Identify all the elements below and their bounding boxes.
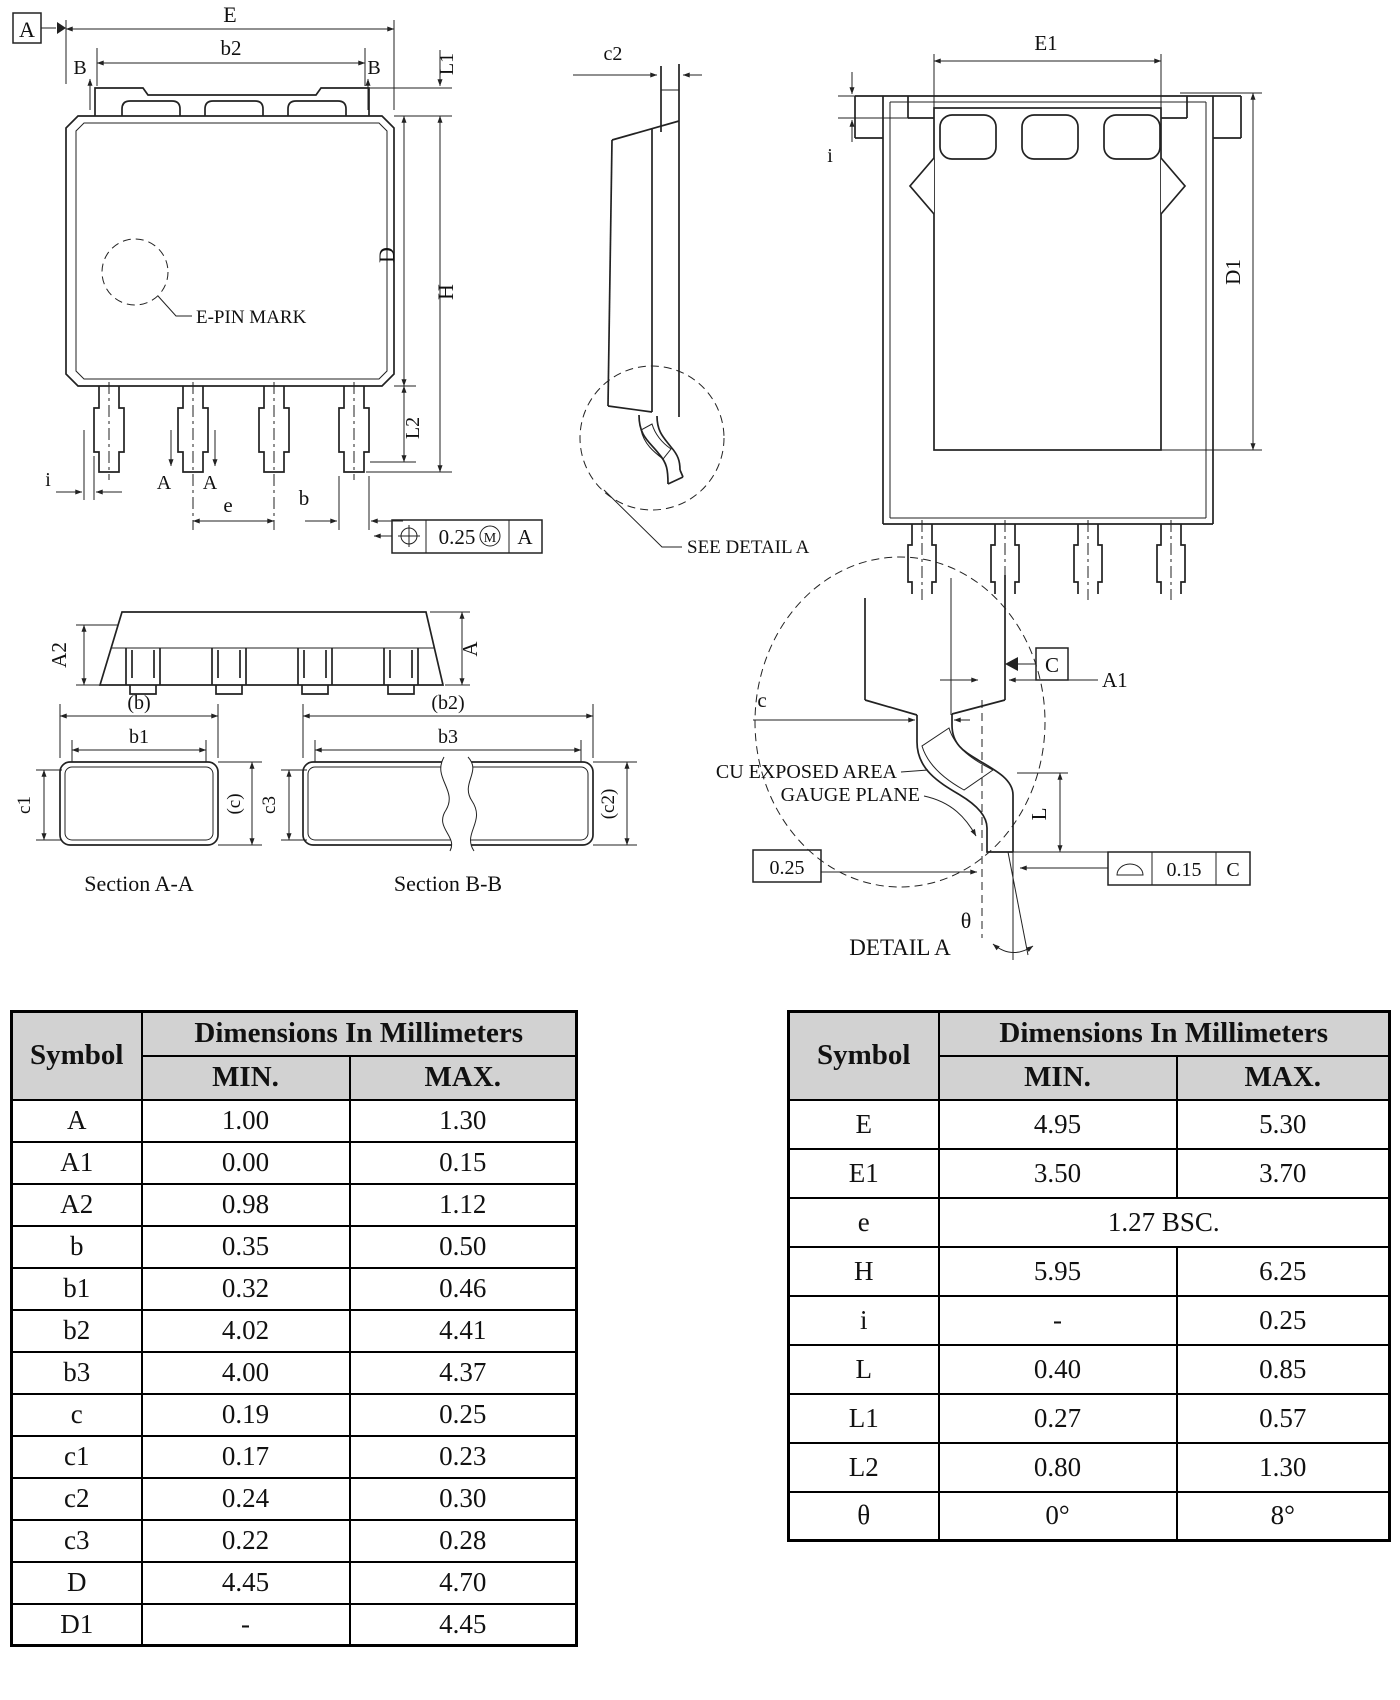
pad-hole-3 <box>1104 115 1160 159</box>
table-cell: 3.70 <box>1177 1149 1390 1198</box>
bottom-view <box>827 31 1262 600</box>
table-cell: b2 <box>12 1310 142 1352</box>
table-cell: i <box>789 1296 939 1345</box>
table-row <box>12 1100 577 1142</box>
dim-E: E <box>223 2 237 27</box>
table-cell: 4.41 <box>350 1310 577 1352</box>
table-row <box>789 1100 1390 1149</box>
section-aa <box>14 692 262 896</box>
table-cell: 1.12 <box>350 1184 577 1226</box>
dim-b2: b2 <box>220 36 242 60</box>
table-cell: 0.50 <box>350 1226 577 1268</box>
table-cell: 0.57 <box>1177 1394 1390 1443</box>
dim-b2-ref: (b2) <box>431 692 465 714</box>
table-row <box>12 1520 577 1562</box>
table-cell: 4.00 <box>142 1352 350 1394</box>
dim-A1: A1 <box>1102 668 1128 692</box>
table-cell: 0.30 <box>350 1478 577 1520</box>
body-outline <box>66 116 394 386</box>
dimension-table-left <box>10 1010 578 1647</box>
table-cell: A1 <box>12 1142 142 1184</box>
table-cell: 4.95 <box>939 1100 1177 1149</box>
datum-c-arrow <box>1005 657 1018 671</box>
section-aa-hatch <box>65 767 213 840</box>
table-cell: 4.37 <box>350 1352 577 1394</box>
dim-L2: L2 <box>402 416 424 440</box>
table-cell: 0.23 <box>350 1436 577 1478</box>
table-cell: 1.00 <box>142 1100 350 1142</box>
detail-a-caption: DETAIL A <box>849 935 951 960</box>
table-cell: 0.98 <box>142 1184 350 1226</box>
dim-L: L <box>1027 807 1051 821</box>
table-cell: L <box>789 1345 939 1394</box>
table-row <box>12 1436 577 1478</box>
table-cell: 5.95 <box>939 1247 1177 1296</box>
epin-mark-label: E-PIN MARK <box>196 307 307 328</box>
dim-c-ref: (c) <box>224 793 245 815</box>
table-cell: 0.85 <box>1177 1345 1390 1394</box>
position-fcf <box>374 520 542 553</box>
detail-a-circle <box>755 557 1045 887</box>
table-row <box>12 1310 577 1352</box>
table-cell: 4.45 <box>350 1604 577 1646</box>
table-row <box>789 1394 1390 1443</box>
table-cell: c2 <box>12 1478 142 1520</box>
table-cell: b <box>12 1226 142 1268</box>
table-cell: - <box>142 1604 350 1646</box>
section-bb <box>259 692 637 896</box>
dim-H: H <box>433 284 458 300</box>
table-cell: 4.02 <box>142 1310 350 1352</box>
table-row <box>789 1247 1390 1296</box>
table-cell: L2 <box>789 1443 939 1492</box>
table-cell: 1.30 <box>350 1100 577 1142</box>
max-header: MAX. <box>350 1056 577 1100</box>
table-cell: D1 <box>12 1604 142 1646</box>
dim-theta: θ <box>960 908 972 933</box>
table-cell: D <box>12 1562 142 1604</box>
table-cell: θ <box>789 1492 939 1541</box>
table-cell: 0.46 <box>350 1268 577 1310</box>
basic-dim-value: 0.25 <box>769 857 805 879</box>
profile-fcf <box>1020 852 1250 885</box>
dim-e-pitch: e <box>223 493 233 517</box>
dim-c3: c3 <box>259 796 280 814</box>
table-cell: 6.25 <box>1177 1247 1390 1296</box>
table-cell: 0.40 <box>939 1345 1177 1394</box>
table-row <box>12 1604 577 1646</box>
table-row <box>789 1345 1390 1394</box>
profile-fcf-datum: C <box>1226 859 1240 881</box>
symbol-header: Symbol <box>789 1012 939 1100</box>
table-row <box>12 1184 577 1226</box>
lead-outer-curve <box>917 715 1013 852</box>
table-cell: 0.28 <box>350 1520 577 1562</box>
section-a-left: A <box>156 472 172 494</box>
profile-fcf-tolerance: 0.15 <box>1166 859 1202 881</box>
table-cell: 4.45 <box>142 1562 350 1604</box>
epin-mark-circle <box>102 239 168 305</box>
table-cell: 0.15 <box>350 1142 577 1184</box>
dim-A2: A2 <box>47 642 71 668</box>
dim-c1: c1 <box>14 796 35 814</box>
dim-i-bottom: i <box>827 145 833 167</box>
table-cell: 0.25 <box>350 1394 577 1436</box>
table-cell: c1 <box>12 1436 142 1478</box>
fcf-datum: A <box>517 525 533 549</box>
table-cell: 0.35 <box>142 1226 350 1268</box>
table-cell: E1 <box>789 1149 939 1198</box>
table-cell: e <box>789 1198 939 1247</box>
section-aa-caption: Section A-A <box>84 871 194 896</box>
table-row <box>12 1478 577 1520</box>
table-row <box>789 1296 1390 1345</box>
tab-outline <box>95 88 369 116</box>
table-cell: c <box>12 1394 142 1436</box>
dim-A: A <box>458 641 482 657</box>
symbol-header: Symbol <box>12 1012 142 1100</box>
section-b-right: B <box>367 57 381 79</box>
cu-exposed-area-label: CU EXPOSED AREA <box>715 761 897 783</box>
dim-L1: L1 <box>436 52 458 76</box>
profile-symbol-icon <box>1117 864 1143 875</box>
min-header: MIN. <box>142 1056 350 1100</box>
table-row <box>12 1226 577 1268</box>
dim-c2-ref: (c2) <box>598 788 619 820</box>
dim-b-ref: (b) <box>127 692 151 714</box>
table-cell: A2 <box>12 1184 142 1226</box>
dim-D1: D1 <box>1221 259 1245 285</box>
dim-D: D <box>374 247 399 263</box>
table-cell: 0.24 <box>142 1478 350 1520</box>
table-cell: H <box>789 1247 939 1296</box>
front-view <box>47 612 482 694</box>
side-profile-view <box>573 43 810 558</box>
table-cell: 0.32 <box>142 1268 350 1310</box>
datum-c-label: C <box>1044 653 1060 677</box>
table-row <box>12 1352 577 1394</box>
table-cell: 0.17 <box>142 1436 350 1478</box>
table-cell: 0.80 <box>939 1443 1177 1492</box>
section-a-right: A <box>202 472 218 494</box>
table-row <box>789 1443 1390 1492</box>
table-cell: 4.70 <box>350 1562 577 1604</box>
table-cell: 1.27 BSC. <box>939 1198 1390 1247</box>
dim-c2: c2 <box>603 43 623 65</box>
table-cell: 0° <box>939 1492 1177 1541</box>
section-bb-caption: Section B-B <box>393 871 503 896</box>
table-row <box>789 1149 1390 1198</box>
table-row <box>12 1562 577 1604</box>
table-row <box>789 1198 1390 1247</box>
dim-b1: b1 <box>129 726 149 748</box>
fcf-modifier: M <box>483 531 497 546</box>
section-b-left: B <box>73 57 87 79</box>
table-cell: 0.27 <box>939 1394 1177 1443</box>
table-cell: L1 <box>789 1394 939 1443</box>
pad-hole-1 <box>940 115 996 159</box>
table-cell: c3 <box>12 1520 142 1562</box>
fcf-tolerance: 0.25 <box>438 525 476 549</box>
pad-hole-2 <box>1022 115 1078 159</box>
table-cell: E <box>789 1100 939 1149</box>
dimensions-header: Dimensions In Millimeters <box>939 1012 1390 1056</box>
gauge-plane-label: GAUGE PLANE <box>780 784 920 806</box>
dim-c: c <box>757 688 767 712</box>
table-cell: 1.30 <box>1177 1443 1390 1492</box>
table-cell: 0.25 <box>1177 1296 1390 1345</box>
table-cell: 8° <box>1177 1492 1390 1541</box>
table-row <box>12 1142 577 1184</box>
dimension-table-right <box>787 1010 1391 1542</box>
top-view <box>13 2 542 553</box>
detail-a <box>716 557 1250 960</box>
dim-i: i <box>45 469 51 491</box>
table-cell: 0.19 <box>142 1394 350 1436</box>
table-row <box>12 1268 577 1310</box>
table-cell: b1 <box>12 1268 142 1310</box>
table-cell: 3.50 <box>939 1149 1177 1198</box>
dim-E1: E1 <box>1034 31 1058 55</box>
datum-a-label: A <box>19 17 35 42</box>
table-cell: - <box>939 1296 1177 1345</box>
datum-a-arrow <box>57 22 66 34</box>
table-row <box>12 1394 577 1436</box>
table-cell: b3 <box>12 1352 142 1394</box>
min-header: MIN. <box>939 1056 1177 1100</box>
table-cell: 5.30 <box>1177 1100 1390 1149</box>
table-cell: 0.00 <box>142 1142 350 1184</box>
table-cell: A <box>12 1100 142 1142</box>
dim-b3: b3 <box>438 726 458 748</box>
max-header: MAX. <box>1177 1056 1390 1100</box>
table-cell: 0.22 <box>142 1520 350 1562</box>
dimensions-header: Dimensions In Millimeters <box>142 1012 577 1056</box>
dim-b: b <box>298 486 310 510</box>
see-detail-a-label: SEE DETAIL A <box>687 537 810 558</box>
table-row <box>789 1492 1390 1541</box>
